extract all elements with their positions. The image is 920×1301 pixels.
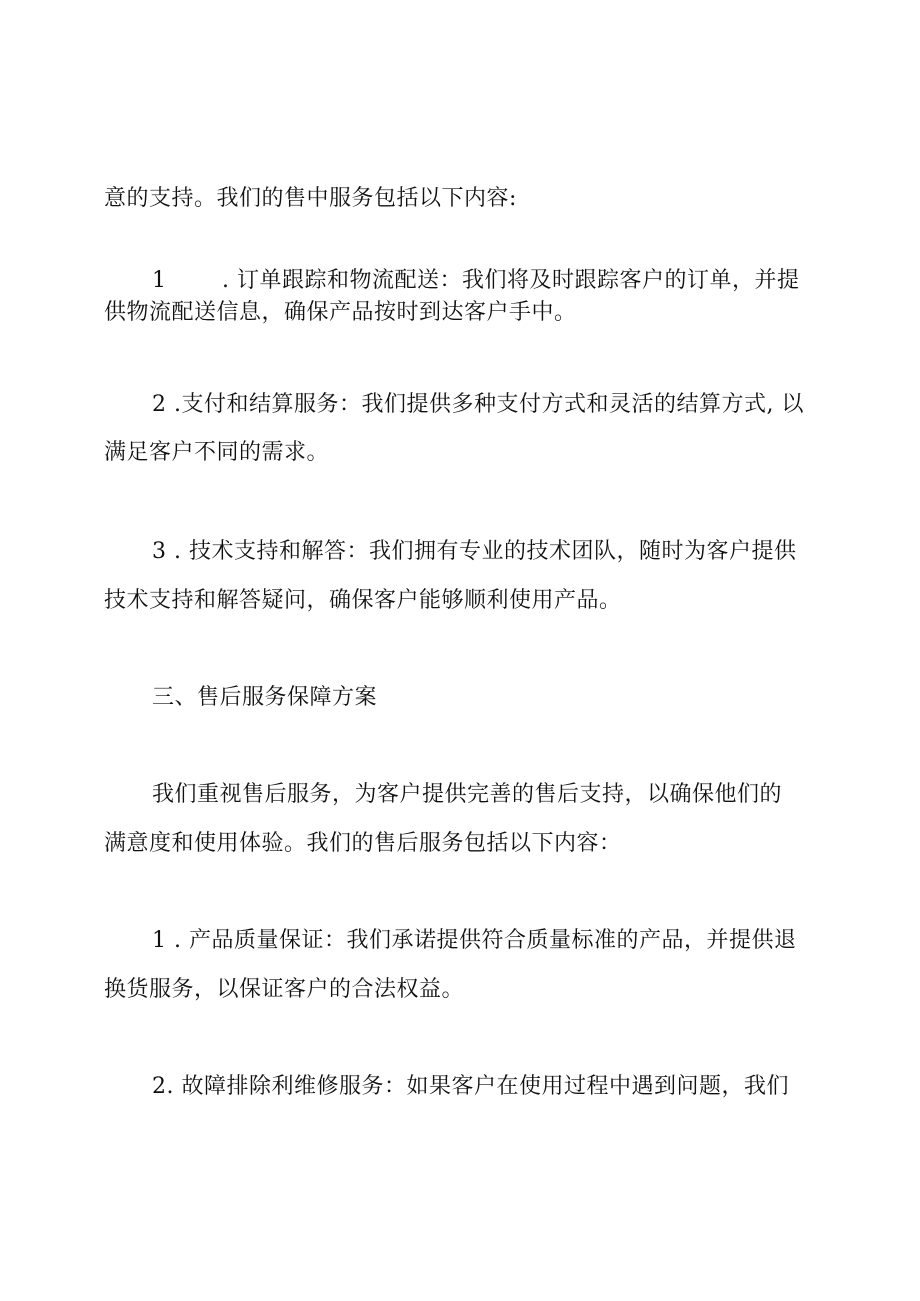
line-text: 换货服务，以保证客户的合法权益。	[104, 977, 465, 1002]
line-text: 2. 故障排除利维修服务：如果客户在使用过程中遇到问题，我们	[152, 1074, 789, 1099]
heading-text: 三、售后服务保障方案	[152, 685, 378, 710]
paragraph-line	[152, 780, 782, 810]
line-text: 2 .支付和结算服务：我们提供多种支付方式和灵活的结算方式, 以	[152, 392, 804, 417]
line-text: 技术支持和解答疑问，确保客户能够顺利使用产品。	[104, 588, 622, 613]
list-number: 1	[152, 268, 167, 293]
paragraph-line	[104, 586, 622, 616]
paragraph-line	[104, 184, 517, 214]
line-text: 供物流配送信息，确保产品按时到达客户手中。	[104, 300, 577, 325]
line-text: . 订单跟踪和物流配送：我们将及时跟踪客户的订单，并提	[222, 268, 800, 293]
line-text: 我们重视售后服务，为客户提供完善的售后支持，以确保他们的	[152, 782, 783, 807]
list-item-line	[152, 390, 804, 420]
line-text: 满意度和使用体验。我们的售后服务包括以下内容：	[104, 831, 622, 856]
list-item-line	[152, 266, 800, 296]
paragraph-line	[104, 829, 622, 859]
list-item-line	[152, 537, 796, 567]
line-text: 意的支持。我们的售中服务包括以下内容:	[104, 186, 517, 211]
paragraph-line	[104, 975, 464, 1005]
section-heading	[152, 683, 377, 713]
list-item-line	[152, 926, 796, 956]
line-text: 3 . 技术支持和解答：我们拥有专业的技术团队，随时为客户提供	[152, 539, 797, 564]
paragraph-line	[104, 298, 577, 328]
list-item-line	[152, 1072, 789, 1102]
line-text: 1 . 产品质量保证：我们承诺提供符合质量标准的产品，并提供退	[152, 928, 797, 953]
paragraph-line	[104, 438, 329, 468]
line-text: 满足客户不同的需求。	[104, 440, 330, 465]
